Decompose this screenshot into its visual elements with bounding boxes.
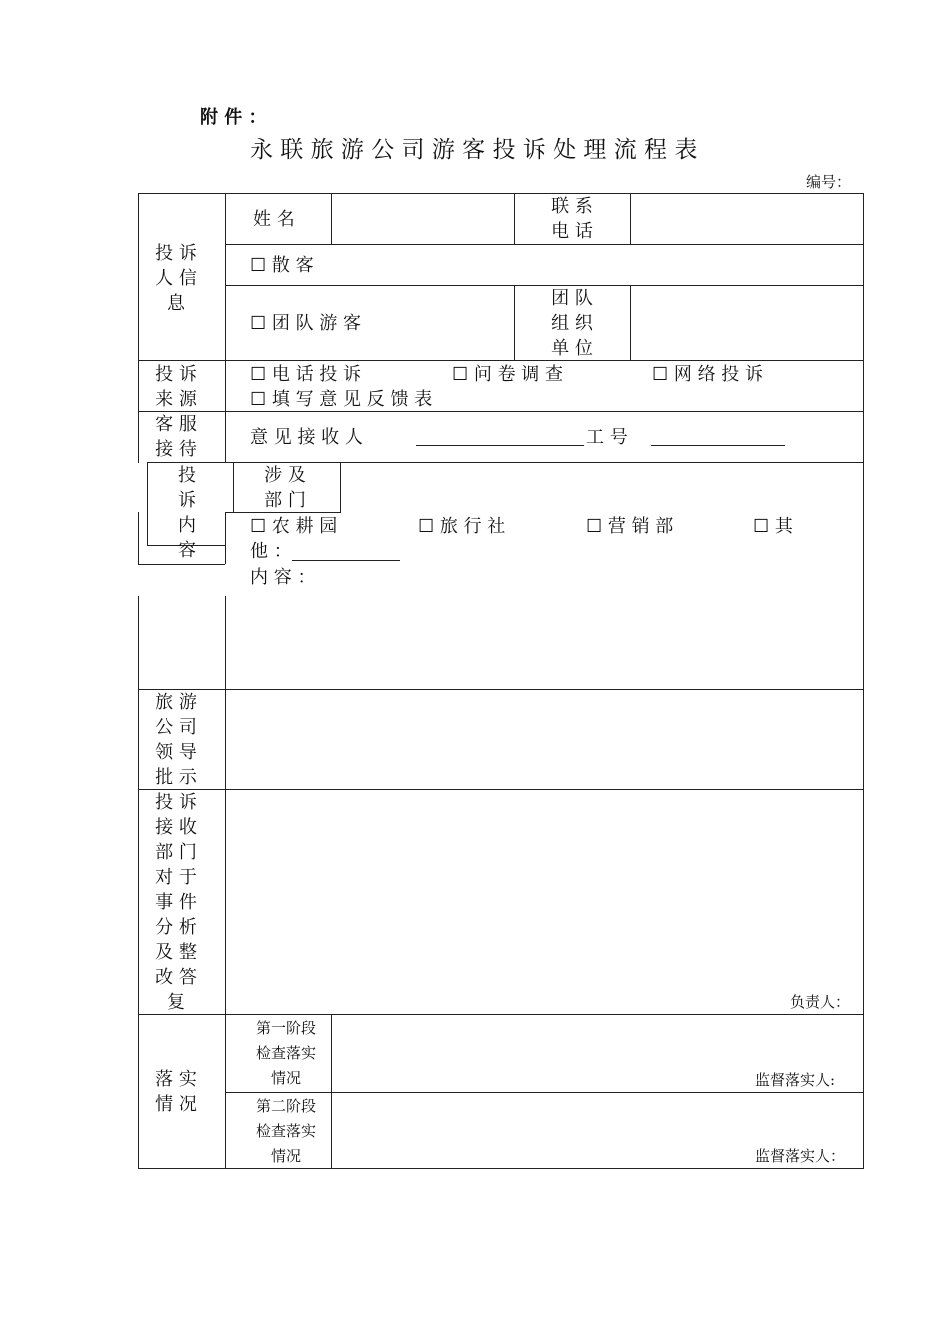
group-organization-input[interactable] (631, 286, 862, 360)
complaint-content-label: 投 诉 内 容 (178, 465, 196, 561)
reception-label: 客 服 接 待 (155, 414, 197, 460)
department-reply-label: 投 诉 接 收 部 门 对 于 事 件 分 析 及 整 改 答 复 (155, 792, 197, 1013)
phone-input[interactable] (631, 194, 862, 244)
group-visitor-checkbox[interactable]: ☐ 团 队 游 客 (250, 313, 362, 334)
group-organization-label: 团 队 组 织 单 位 (551, 288, 593, 359)
content-input[interactable] (226, 592, 862, 688)
responsible-person-label: 负责人： (790, 993, 851, 1011)
receiver-field[interactable] (416, 445, 584, 446)
complainant-section-label: 投 诉 人 信 息 (155, 243, 197, 314)
serial-number-label: 编号： (806, 173, 852, 191)
leader-instruction-label: 旅 游 公 司 领 导 批 示 (155, 692, 197, 788)
content-label: 内 容 ： (250, 567, 316, 588)
other-dept-label: 他 ： (250, 541, 292, 562)
attachment-label: 附 件 ： (200, 107, 267, 128)
name-input[interactable] (332, 194, 513, 244)
involved-department-label: 涉 及 部 门 (264, 465, 306, 511)
other-dept-checkbox[interactable]: ☐ 其 (753, 516, 793, 537)
online-complaint-checkbox[interactable]: ☐ 网 络 投 诉 (652, 364, 764, 385)
stage2-input[interactable] (332, 1093, 862, 1141)
complaint-source-label: 投 诉 来 源 (155, 364, 197, 410)
department-reply-input[interactable] (226, 790, 862, 985)
survey-checkbox[interactable]: ☐ 问 卷 调 查 (452, 364, 564, 385)
stage2-supervisor-label: 监督落实人： (755, 1147, 846, 1165)
stage1-input[interactable] (332, 1015, 862, 1065)
marketing-dept-checkbox[interactable]: ☐ 营 销 部 (586, 516, 674, 537)
job-number-label: 工 号 (586, 427, 628, 448)
individual-visitor-checkbox[interactable]: ☐ 散 客 (250, 255, 314, 276)
name-label: 姓 名 (253, 209, 295, 230)
farming-park-checkbox[interactable]: ☐ 农 耕 园 (250, 516, 338, 537)
stage1-label: 第一阶段 检查落实 情况 (255, 1019, 316, 1087)
travel-agency-checkbox[interactable]: ☐ 旅 行 社 (418, 516, 506, 537)
phone-label: 联 系 电 话 (551, 196, 593, 242)
page-title: 永 联 旅 游 公 司 游 客 投 诉 处 理 流 程 表 (250, 137, 698, 163)
phone-complaint-checkbox[interactable]: ☐ 电 话 投 诉 (250, 364, 362, 385)
receiver-label: 意 见 接 收 人 (250, 427, 363, 448)
implementation-label: 落 实 情 况 (155, 1069, 197, 1115)
stage2-label: 第二阶段 检查落实 情况 (255, 1097, 316, 1165)
other-dept-field[interactable] (292, 560, 400, 561)
feedback-form-checkbox[interactable]: ☐ 填 写 意 见 反 馈 表 (250, 389, 433, 410)
job-number-field[interactable] (651, 445, 785, 446)
stage1-supervisor-label: 监督落实人: (755, 1071, 836, 1089)
leader-instruction-input[interactable] (226, 690, 862, 788)
